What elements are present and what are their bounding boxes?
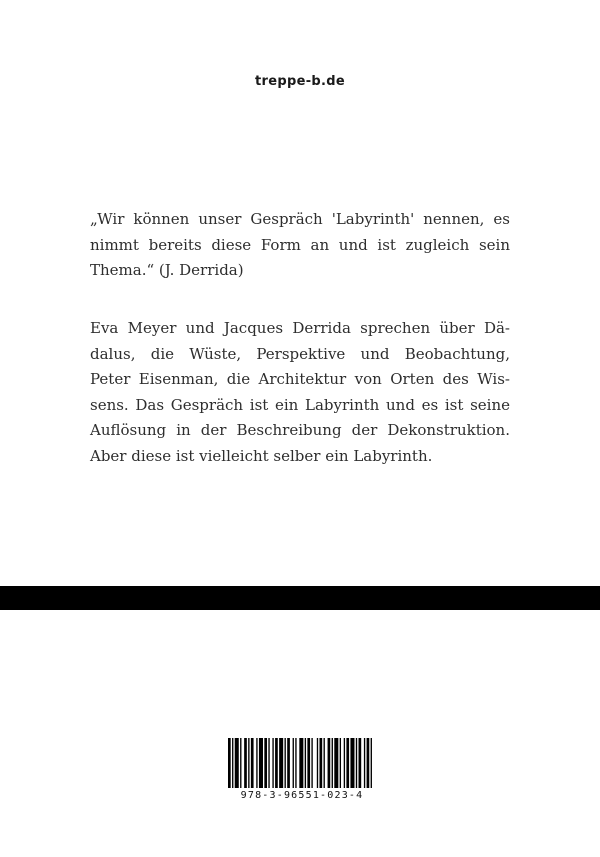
barcode-bar <box>317 738 318 788</box>
barcode-bar <box>334 738 338 788</box>
isbn-barcode <box>228 738 376 801</box>
barcode-bar <box>256 738 257 788</box>
barcode-bar <box>244 738 247 788</box>
description-line: Auflösung in der Beschreibung der Dekonstruktion. <box>90 421 510 439</box>
isbn-number: 978-3-96551-023-4 <box>240 790 364 801</box>
description-line: Aber diese ist vielleicht selber ein Labyrinth. <box>90 446 433 465</box>
barcode-bar <box>307 738 310 788</box>
barcode-bar <box>328 738 331 788</box>
quote-line: „Wir können unser Gespräch 'Labyrinth' nennen, es <box>90 210 510 228</box>
barcode-bar <box>232 738 233 788</box>
description-block <box>90 316 510 469</box>
barcode-bar <box>248 738 249 788</box>
barcode-bar <box>251 738 254 788</box>
barcode-bar <box>228 738 231 788</box>
barcode-bar <box>371 738 372 788</box>
barcode-bar <box>264 738 267 788</box>
barcode-bar <box>350 738 354 788</box>
barcode-bar <box>268 738 269 788</box>
barcode-bars <box>228 738 376 788</box>
quote-line: nimmt bereits diese Form an und ist zugleich sein <box>90 235 510 254</box>
barcode-bar <box>346 738 349 788</box>
barcode-bar <box>275 738 278 788</box>
quote-block <box>90 207 510 284</box>
barcode-bar <box>324 738 325 788</box>
barcode-bar <box>279 738 283 788</box>
barcode-bar <box>356 738 357 788</box>
decorative-black-band <box>0 586 600 610</box>
barcode-bar <box>259 738 263 788</box>
barcode-bar <box>332 738 333 788</box>
barcode-bar <box>305 738 306 788</box>
publisher-url: treppe-b.de <box>255 74 345 89</box>
barcode-bar <box>272 738 273 788</box>
barcode-bar <box>295 738 296 788</box>
barcode-bar <box>235 738 239 788</box>
description-line: Eva Meyer und Jacques Derrida sprechen über Dä- <box>90 319 510 337</box>
barcode-bar <box>299 738 303 788</box>
barcode-bar <box>340 738 341 788</box>
barcode-bar <box>367 738 370 788</box>
barcode-bar <box>364 738 365 788</box>
quote-line: Thema.“ (J. Derrida) <box>90 261 244 279</box>
barcode-bar <box>293 738 294 788</box>
barcode-bar <box>311 738 312 788</box>
description-line: dalus, die Wüste, Perspektive und Beobachtung, <box>90 344 510 363</box>
barcode-bar <box>240 738 241 788</box>
barcode-bar <box>344 738 345 788</box>
description-line: Peter Eisenman, die Architektur von Orten des Wis- <box>90 370 510 388</box>
barcode-bar <box>319 738 322 788</box>
description-line: sens. Das Gespräch ist ein Labyrinth und es ist seine <box>90 395 510 414</box>
barcode-bar <box>359 738 362 788</box>
barcode-bar <box>287 738 290 788</box>
barcode-bar <box>285 738 286 788</box>
